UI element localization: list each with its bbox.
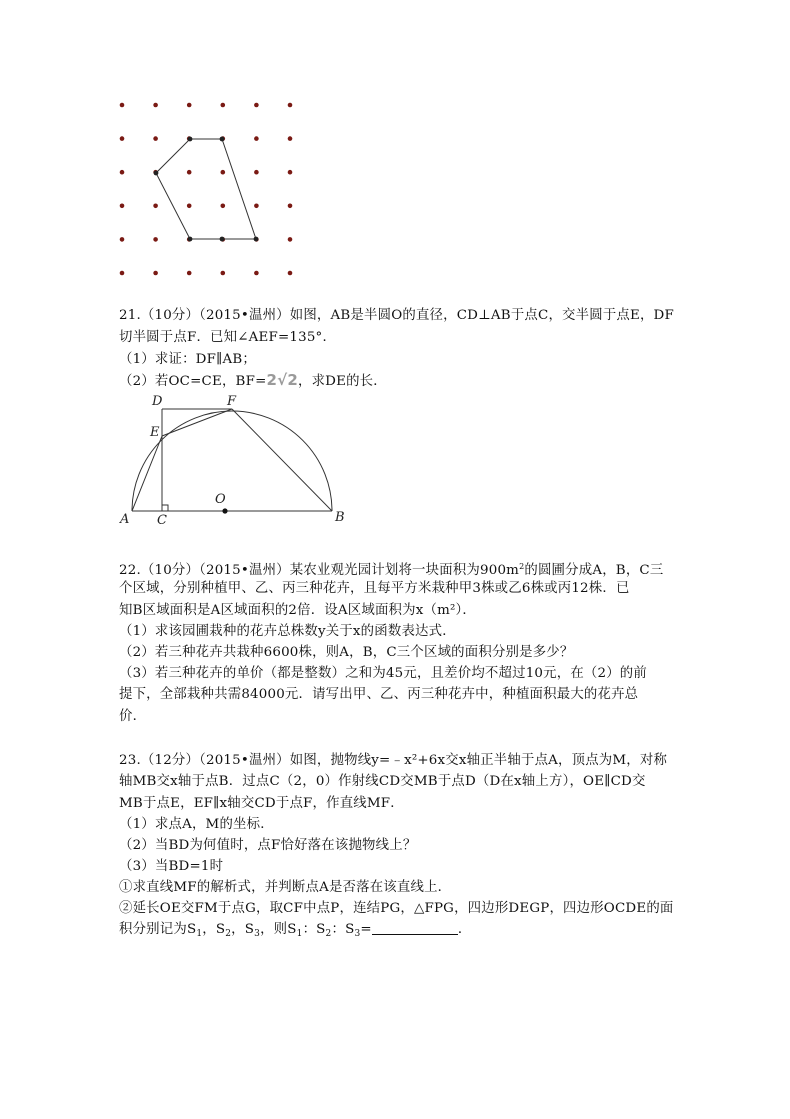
grid-dot xyxy=(187,103,192,108)
q21-part2: （2）若OC=CE，BF=2√2，求DE的长． xyxy=(119,371,387,389)
polygon-vertices xyxy=(154,137,259,242)
q23-stem-line3: MB于点E，EF∥x轴交CD于点F，作直线MF． xyxy=(119,796,404,811)
grid-dot xyxy=(120,170,125,175)
grid-dot xyxy=(254,136,259,141)
right-angle-mark xyxy=(162,505,168,511)
grid-dot xyxy=(120,103,125,108)
grid-dot xyxy=(187,271,192,276)
grid-dot xyxy=(288,170,293,175)
q22-stem-line1: 22.（10分）（2015•温州）某农业观光园计划将一块面积为$900m^2$的圆圃分成A，B，C三 xyxy=(119,562,664,578)
q22-part1: （1）求该园圃栽种的花卉总株数y关于x的函数表达式． xyxy=(119,624,456,639)
grid-dot xyxy=(254,271,259,276)
q23-stem-line2: 轴MB交x轴于点B．过点C（2，0）作射线CD交MB于点D（D在x轴上方），OE∥CD交 xyxy=(119,774,646,789)
q22-part3-line3: 价． xyxy=(119,709,147,724)
q23-sub2-line1: ②延长OE交FM于点G，取CF中点P，连结PG，△FPG，四边形DEGP，四边形OCDE的面 xyxy=(119,901,674,916)
q22-part3-line1: （3）若三种花卉的单价（都是整数）之和为45元，且差价均不超过10元，在（2）的前 xyxy=(119,666,647,681)
grid-dot xyxy=(221,103,226,108)
grid-dot xyxy=(153,271,158,276)
grid-dot xyxy=(187,204,192,209)
grid-dot xyxy=(254,204,259,209)
label-b: B xyxy=(335,510,345,525)
q22-part3-line2: 提下，全部栽种共需84000元．请写出甲、乙、丙三种花卉中，种植面积最大的花卉总 xyxy=(119,687,639,702)
q23-part3: （3）当BD=1时 xyxy=(119,859,224,874)
grid-dot xyxy=(153,103,158,108)
dot-grid-figure xyxy=(110,95,310,285)
grid-dot xyxy=(153,136,158,141)
q23-part1: （1）求点A，M的坐标． xyxy=(119,817,274,832)
q22-stem-line3: 知B区域面积是A区域面积的2倍．设A区域面积为x（m²）． xyxy=(119,603,477,618)
grid-dot xyxy=(288,136,293,141)
segment-ae xyxy=(132,436,162,511)
label-o: O xyxy=(215,492,226,507)
label-d: D xyxy=(152,394,163,409)
answer-blank[interactable] xyxy=(372,922,458,935)
segment-ef xyxy=(162,409,232,436)
q21-stem-line2: 切半圆于点F．已知∠AEF=135°． xyxy=(119,330,337,345)
grid-dot xyxy=(221,204,226,209)
q23-part2: （2）当BD为何值时，点F恰好落在该抛物线上？ xyxy=(119,838,417,853)
q23-stem-line1: 23.（12分）（2015•温州）如图，抛物线y=﹣x²+6x交x轴正半轴于点A，顶点为M，对称 xyxy=(119,753,668,768)
grid-dot xyxy=(153,237,158,242)
grid-dot xyxy=(288,103,293,108)
q22-stem-line2: 个区域，分别种植甲、乙、丙三种花卉，且每平方米栽种甲3株或乙6株或丙12株．已 xyxy=(119,581,630,596)
q23-sub1: ①求直线MF的解析式，并判断点A是否落在该直线上． xyxy=(119,880,452,895)
grid-dot xyxy=(120,237,125,242)
grid-dot xyxy=(120,271,125,276)
grid-dot xyxy=(288,271,293,276)
grid-dot xyxy=(288,237,293,242)
q21-stem-line1: 21.（10分）（2015•温州）如图，AB是半圆O的直径，CD⊥AB于点C，交半圆于点E，DF xyxy=(119,308,674,323)
grid-dot xyxy=(254,170,259,175)
grid-dots xyxy=(120,103,293,276)
grid-dot xyxy=(120,204,125,209)
grid-dot xyxy=(254,103,259,108)
q21-part1: （1）求证：DF∥AB； xyxy=(119,352,256,367)
grid-dot xyxy=(221,170,226,175)
label-a: A xyxy=(120,512,130,527)
sqrt-value: 2√2 xyxy=(266,371,298,389)
label-f: F xyxy=(227,394,237,409)
grid-dot xyxy=(221,271,226,276)
grid-dot xyxy=(120,136,125,141)
semicircle-figure xyxy=(115,390,355,530)
grid-dot xyxy=(187,170,192,175)
label-c: C xyxy=(157,513,167,528)
grid-dot xyxy=(153,204,158,209)
hexagon-shape xyxy=(156,139,256,239)
center-point-o xyxy=(222,508,227,513)
q22-part2: （2）若三种花卉共栽种6600株，则A，B，C三个区域的面积分别是多少？ xyxy=(119,645,574,660)
q23-sub2-line2: 积分别记为$S_1$，$S_2$，$S_3$，则$S_1$：$S_2$：$S_3=$ ． xyxy=(119,922,472,939)
label-e: E xyxy=(150,425,160,440)
grid-dot xyxy=(288,204,293,209)
